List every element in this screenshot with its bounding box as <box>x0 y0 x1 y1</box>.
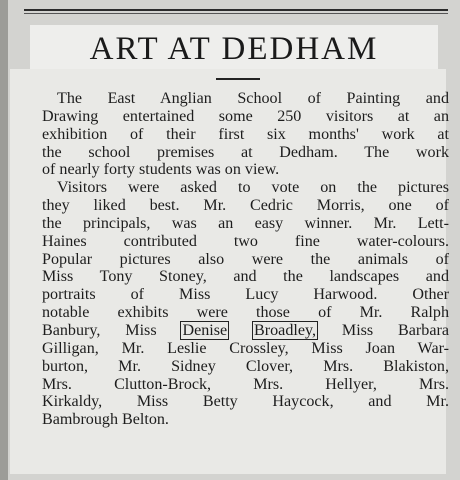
text-line-with-highlight <box>42 322 449 340</box>
text-line: Kirkaldy, Miss Betty Haycock, and Mr. <box>42 393 449 411</box>
headline-divider <box>216 78 260 80</box>
text-line: the principals, was an easy winner. Mr. Lett- <box>42 214 449 232</box>
text-fragment <box>228 322 253 339</box>
scan-edge-shadow <box>0 0 8 480</box>
text-line: Visitors were asked to vote on the pictures <box>57 179 449 197</box>
text-line: The East Anglian School of Painting and <box>57 90 449 107</box>
text-line: notable exhibits were those of Mr. Ralph <box>42 304 449 322</box>
article-body-panel <box>10 69 449 474</box>
text-line: portraits of Miss Lucy Harwood. Other <box>42 286 449 304</box>
text-line: Popular pictures also were the animals of <box>42 250 449 268</box>
text-fragment: Miss Barbara <box>317 321 449 339</box>
text-line: the school premises at Dedham. The work <box>42 143 449 161</box>
headline-panel <box>30 25 438 69</box>
text-line: Gilligan, Mr. Leslie Crossley, Miss Joan War- <box>42 339 449 357</box>
text-line: Haines contributed two fine water-colours. <box>42 232 449 250</box>
highlighted-name-last: Broadley, <box>254 321 317 339</box>
text-line: Bambrough Belton. <box>42 411 169 429</box>
article-headline: ART AT DEDHAM <box>89 31 379 67</box>
text-line: burton, Mr. Sidney Clover, Mrs. Blakiston, <box>42 357 449 375</box>
text-line: Miss Tony Stoney, and the landscapes and <box>42 268 449 286</box>
text-line: of nearly forty students was on view. <box>42 161 280 179</box>
column-top-rule <box>24 9 448 11</box>
text-fragment: Banbury, Miss <box>42 321 182 339</box>
column-top-rule-thin <box>24 13 448 14</box>
text-line: Mrs. Clutton-Brock, Mrs. Hellyer, Mrs. <box>42 375 449 393</box>
text-line: they liked best. Mr. Cedric Morris, one of <box>42 197 449 215</box>
text-line: exhibition of their first six months' work at <box>42 125 449 143</box>
text-line: Drawing entertained some 250 visitors at an <box>42 107 449 125</box>
highlighted-name-first: Denise <box>182 321 228 339</box>
article-text <box>42 90 449 429</box>
